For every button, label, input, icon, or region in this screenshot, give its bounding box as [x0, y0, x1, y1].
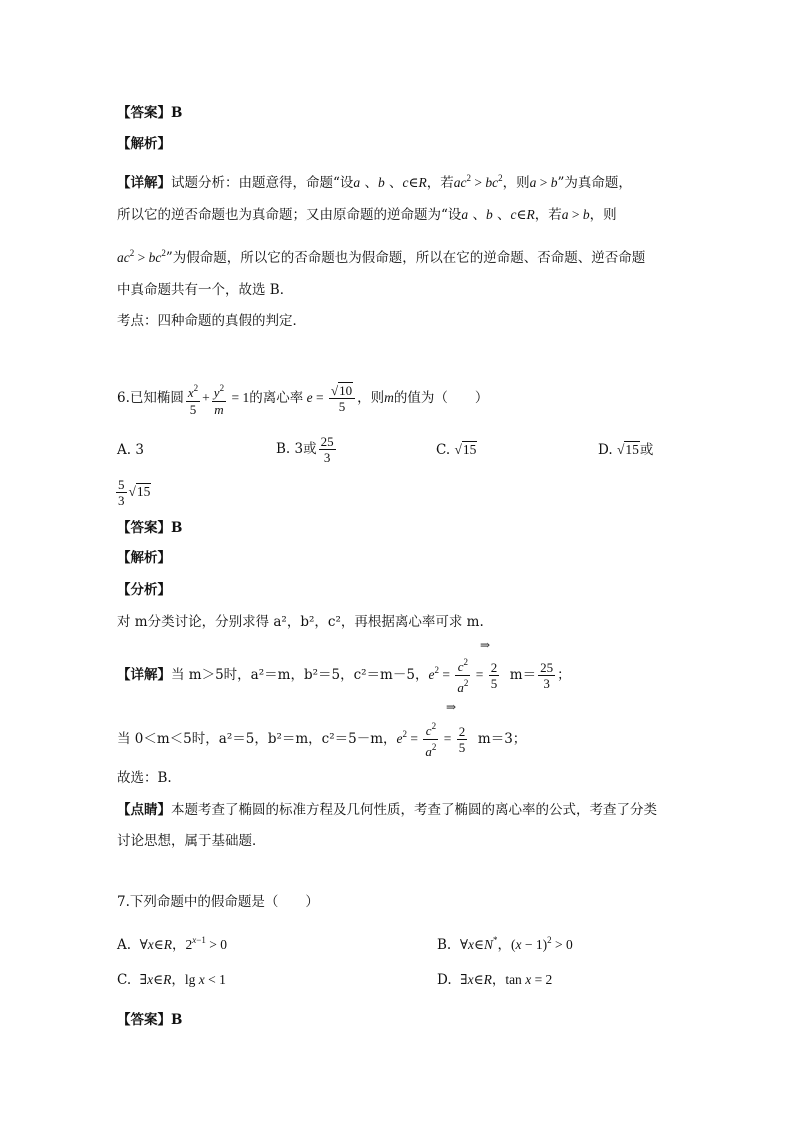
question-7-option-d: D. ∃x∈R，tan x = 2: [437, 972, 553, 988]
select-line: 故选：B.: [117, 770, 172, 786]
detail-case-2: 当 0＜m＜5时，a²＝5，b²＝m，c²＝5－m，$e^2$ = $\frac{c^2}{a^2}$ = $\frac{2}{5}$ m＝3；: [117, 721, 527, 759]
question-7-option-c: C. ∃x∈R，lg x < 1: [117, 972, 226, 988]
detail-line-2: 所以它的逆否命题也为真命题；又由原命题的逆命题为“设a 、b 、c∈R，若a > b，则: [117, 207, 617, 223]
detail-line-3: $ac^2 > bc^2$”为假命题，所以它的否命题也为假命题，所以在它的逆命题、否命题、逆否命题: [117, 248, 646, 266]
dianjing-line-2: 讨论思想，属于基础题．: [117, 833, 266, 849]
question-7-option-a: A. ∀x∈R，$2^{x-1} > 0$: [117, 935, 227, 953]
detail-case-1: 【详解】当 m＞5时，a²＝m，b²＝5，c²＝m－5，$e^2$ = $\frac{c^2}{a^2}$ = $\frac{2}{5}$ m＝ $\frac{25}{3}$ ；: [117, 657, 571, 695]
question-6-option-b: B. 3或 $\frac{25}{3}$: [276, 434, 334, 465]
implies-arrow-1: ⇒: [480, 638, 491, 652]
question-7-option-b: B. ∀x∈N*，$(x - 1)^2 > 0$: [437, 935, 573, 953]
question-6-option-d: D. √15或: [598, 442, 654, 458]
fenxi-text: 对 m分类讨论，分别求得 a²，b²，c²，再根据离心率可求 m.: [117, 614, 484, 630]
answer-line-q7: 【答案】B: [117, 1012, 183, 1028]
implies-arrow-2: ⇒: [446, 700, 457, 714]
question-6-option-d-cont: $\frac{5}{3}$ √15: [118, 477, 151, 508]
analysis-label-q6: 【解析】: [117, 550, 171, 566]
fenxi-label: 【分析】: [117, 582, 171, 598]
detail-line-1: 【详解】试题分析：由题意得，命题“设a 、b 、c∈R，若$ac^2 > bc^2$，则a > b”为真命题，: [117, 173, 632, 191]
analysis-label-q5: 【解析】: [117, 136, 171, 152]
dianjing-line-1: 【点睛】本题考查了椭圆的标准方程及几何性质，考查了椭圆的离心率的公式，考查了分类: [117, 802, 657, 818]
kaodian-line: 考点：四种命题的真假的判定．: [117, 313, 306, 329]
question-6-stem: 6.已知椭圆 $\frac{x^2}{5}$ + $\frac{y^2}{m}$ = 1的离心率 e = $\frac{√10}{5}$ ，则m的值为（ ）: [117, 382, 489, 417]
question-6-option-c: C. √15: [436, 442, 477, 458]
detail-line-4: 中真命题共有一个，故选 B．: [117, 282, 294, 298]
answer-line-q6: 【答案】B: [117, 520, 183, 536]
answer-line-q5: 【答案】B: [117, 105, 183, 121]
question-7-stem: 7.下列命题中的假命题是（ ）: [117, 894, 319, 910]
question-6-option-a: A. 3: [117, 442, 144, 458]
